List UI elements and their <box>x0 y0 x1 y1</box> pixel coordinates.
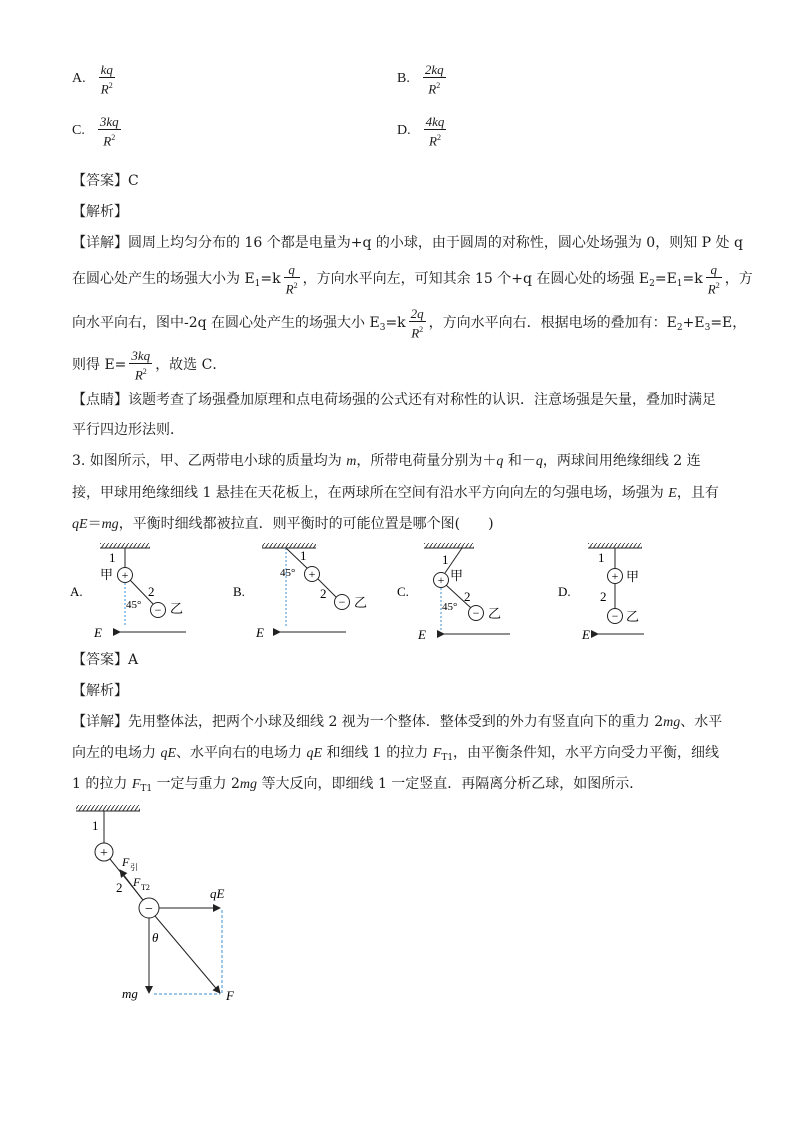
svg-text:E: E <box>418 627 426 642</box>
fraction: $\frac{3kq}{R^2}$ <box>131 348 151 383</box>
fraction: $\frac{2kq}{R^2}$ <box>424 62 444 97</box>
svg-text:−: − <box>154 603 162 617</box>
svg-text:1: 1 <box>442 552 449 567</box>
svg-text:2: 2 <box>600 589 607 604</box>
figure-c <box>397 543 510 642</box>
svg-text:45°: 45° <box>280 567 296 579</box>
analysis-heading: 【解析】 <box>72 204 128 220</box>
q3-detail-line-2: 向左的电场力 qE、水平向右的电场力 qE 和细线 1 的拉力 $F_{T1}$，由平衡条件知，水平方向受力平衡，细线 <box>72 745 720 763</box>
svg-text:甲: 甲 <box>626 569 640 584</box>
fraction: $\frac{4kq}{R^2}$ <box>425 114 445 149</box>
svg-text:qE: qE <box>210 886 225 901</box>
detail-line-4: 则得 E= $\frac{3kq}{R^2}$ ，故选 C． <box>72 348 227 383</box>
q3-line-2: 接，甲球用绝缘细线 1 悬挂在天花板上，在两球所在空间有沿水平方向向左的匀强电场，场强为 E，且有 <box>72 485 719 501</box>
option-b: B. $\frac{2kq}{R^2}$ <box>397 62 444 97</box>
svg-text:乙: 乙 <box>354 595 368 610</box>
svg-text:+: + <box>100 846 108 861</box>
svg-text:1: 1 <box>300 548 307 563</box>
svg-text:45°: 45° <box>126 599 142 611</box>
fraction: $\frac{kq}{R^2}$ <box>100 62 113 97</box>
svg-text:−: − <box>338 595 346 609</box>
q3-analysis-heading: 【解析】 <box>72 683 128 699</box>
svg-text:θ: θ <box>152 930 159 945</box>
svg-text:+: + <box>611 569 619 583</box>
svg-text:−: − <box>145 902 153 917</box>
svg-text:+: + <box>308 567 316 581</box>
svg-text:乙: 乙 <box>626 609 640 624</box>
fraction: $\frac{2q}{R^2}$ <box>410 306 424 341</box>
svg-text:1: 1 <box>92 818 99 833</box>
q3-detail-line-1: 【详解】先用整体法，把两个小球及细线 2 视为一个整体．整体受到的外力有竖直向下的重力 2mg、水平 <box>72 714 723 730</box>
svg-text:F: F <box>122 855 130 869</box>
svg-text:F: F <box>133 875 141 889</box>
fraction: $\frac{q}{R^2}$ <box>285 262 298 297</box>
svg-text:+: + <box>437 573 445 587</box>
q3-detail-line-3: 1 的拉力 $F_{T1}$ 一定与重力 2mg 等大反向，即细线 1 一定竖直．再隔离分析乙球，如图所示． <box>72 776 644 794</box>
svg-text:E: E <box>94 625 102 640</box>
svg-text:甲: 甲 <box>450 568 464 583</box>
svg-text:B.: B. <box>233 584 245 599</box>
svg-text:E: E <box>256 625 264 640</box>
svg-text:−: − <box>472 606 480 620</box>
svg-text:2: 2 <box>320 586 327 601</box>
svg-text:甲: 甲 <box>100 567 114 582</box>
svg-text:D.: D. <box>558 584 571 599</box>
detail-line-2: 在圆心处产生的场强大小为 $E_1=k$ $\frac{q}{R^2}$ ，方向水平向左，可知其余 15 个+q 在圆心处的场强 $E_2=E_1=k$ $\frac{q}{R^2}$ ，方 <box>72 262 753 297</box>
svg-text:T2: T2 <box>141 883 150 892</box>
figure-b <box>233 543 367 640</box>
detail-line-1: 【详解】圆周上均匀分布的 16 个都是电量为+q 的小球，由于圆周的对称性，圆心处场强为 0，则知 P 处 q <box>72 235 743 251</box>
svg-text:45°: 45° <box>442 601 458 613</box>
svg-text:+: + <box>121 568 129 582</box>
svg-text:mg: mg <box>122 986 138 1001</box>
svg-text:C.: C. <box>397 584 409 599</box>
detail-line-3: 向水平向右，图中-2q 在圆心处产生的场强大小 $E_3=k$ $\frac{2q}{R^2}$ ，方向水平向右．根据电场的叠加有：$E_2+E_3=E$， <box>72 306 747 341</box>
svg-text:乙: 乙 <box>170 601 184 616</box>
answer-line: 【答案】C <box>72 173 139 189</box>
svg-text:2: 2 <box>148 584 155 599</box>
free-body-diagram <box>70 800 270 1010</box>
svg-text:2: 2 <box>116 880 123 895</box>
comment-line-2: 平行四边形法则． <box>72 422 184 438</box>
svg-text:引: 引 <box>130 863 138 872</box>
svg-text:1: 1 <box>598 550 605 565</box>
svg-text:2: 2 <box>464 589 471 604</box>
comment-line-1: 【点睛】该题考查了场强叠加原理和点电荷场强的公式还有对称性的认识．注意场强是矢量，叠加时满足 <box>72 392 716 408</box>
q3-answer-line: 【答案】A <box>72 652 139 668</box>
fraction: $\frac{q}{R^2}$ <box>707 262 720 297</box>
svg-text:E: E <box>582 627 590 642</box>
svg-text:乙: 乙 <box>488 606 502 621</box>
figure-a <box>70 543 186 640</box>
figure-d <box>558 543 644 642</box>
fraction: $\frac{3kq}{R^2}$ <box>99 114 119 149</box>
option-d: D. $\frac{4kq}{R^2}$ <box>397 114 445 149</box>
option-a: A. $\frac{kq}{R^2}$ <box>72 62 113 97</box>
q3-line-1: 3. 如图所示，甲、乙两带电小球的质量均为 m，所带电荷量分别为＋q 和－q，两球间用绝缘细线 2 连 <box>72 453 701 469</box>
svg-text:−: − <box>611 609 619 623</box>
q3-figures <box>64 538 664 648</box>
svg-text:1: 1 <box>109 550 116 565</box>
option-c: C. $\frac{3kq}{R^2}$ <box>72 114 119 149</box>
q3-line-3: qE＝mg，平衡时细线都被拉直．则平衡时的可能位置是哪个图( ) <box>72 516 494 532</box>
svg-text:F: F <box>226 988 234 1003</box>
svg-text:A.: A. <box>70 584 83 599</box>
